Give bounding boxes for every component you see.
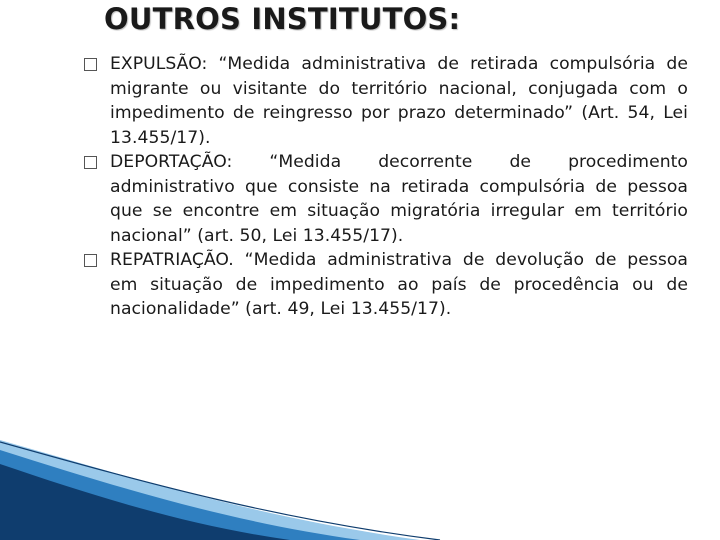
bullet-text: EXPULSÃO: “Medida administrativa de retirada compulsória de migrante ou visitante do território nacional, conjugada com o impedimento de reingresso por prazo determinado” (Art. 54, Lei 13.455/17). (110, 54, 688, 148)
bullet-text: REPATRIAÇÃO. “Medida administrativa de devolução de pessoa em situação de impedimento ao país de procedência ou de nacionalidade” (art. 49, Lei 13.455/17). (110, 250, 688, 319)
bullet-item-deportacao (84, 150, 688, 248)
checkbox-bullet-icon (84, 58, 97, 71)
checkbox-bullet-icon (84, 156, 97, 169)
corner-wave-decoration (0, 440, 720, 540)
bullet-item-repatriacao (84, 248, 688, 322)
bullet-item-expulsao (84, 52, 688, 150)
bullet-list (84, 52, 688, 322)
checkbox-bullet-icon (84, 254, 97, 267)
bullet-text: DEPORTAÇÃO: “Medida decorrente de procedimento administrativo que consiste na retirada compulsória de pessoa que se encontre em situação migratória irregular em território nacional” (art. 50, Lei 13.455/17). (110, 152, 688, 246)
slide-title: OUTROS INSTITUTOS: (104, 2, 461, 36)
